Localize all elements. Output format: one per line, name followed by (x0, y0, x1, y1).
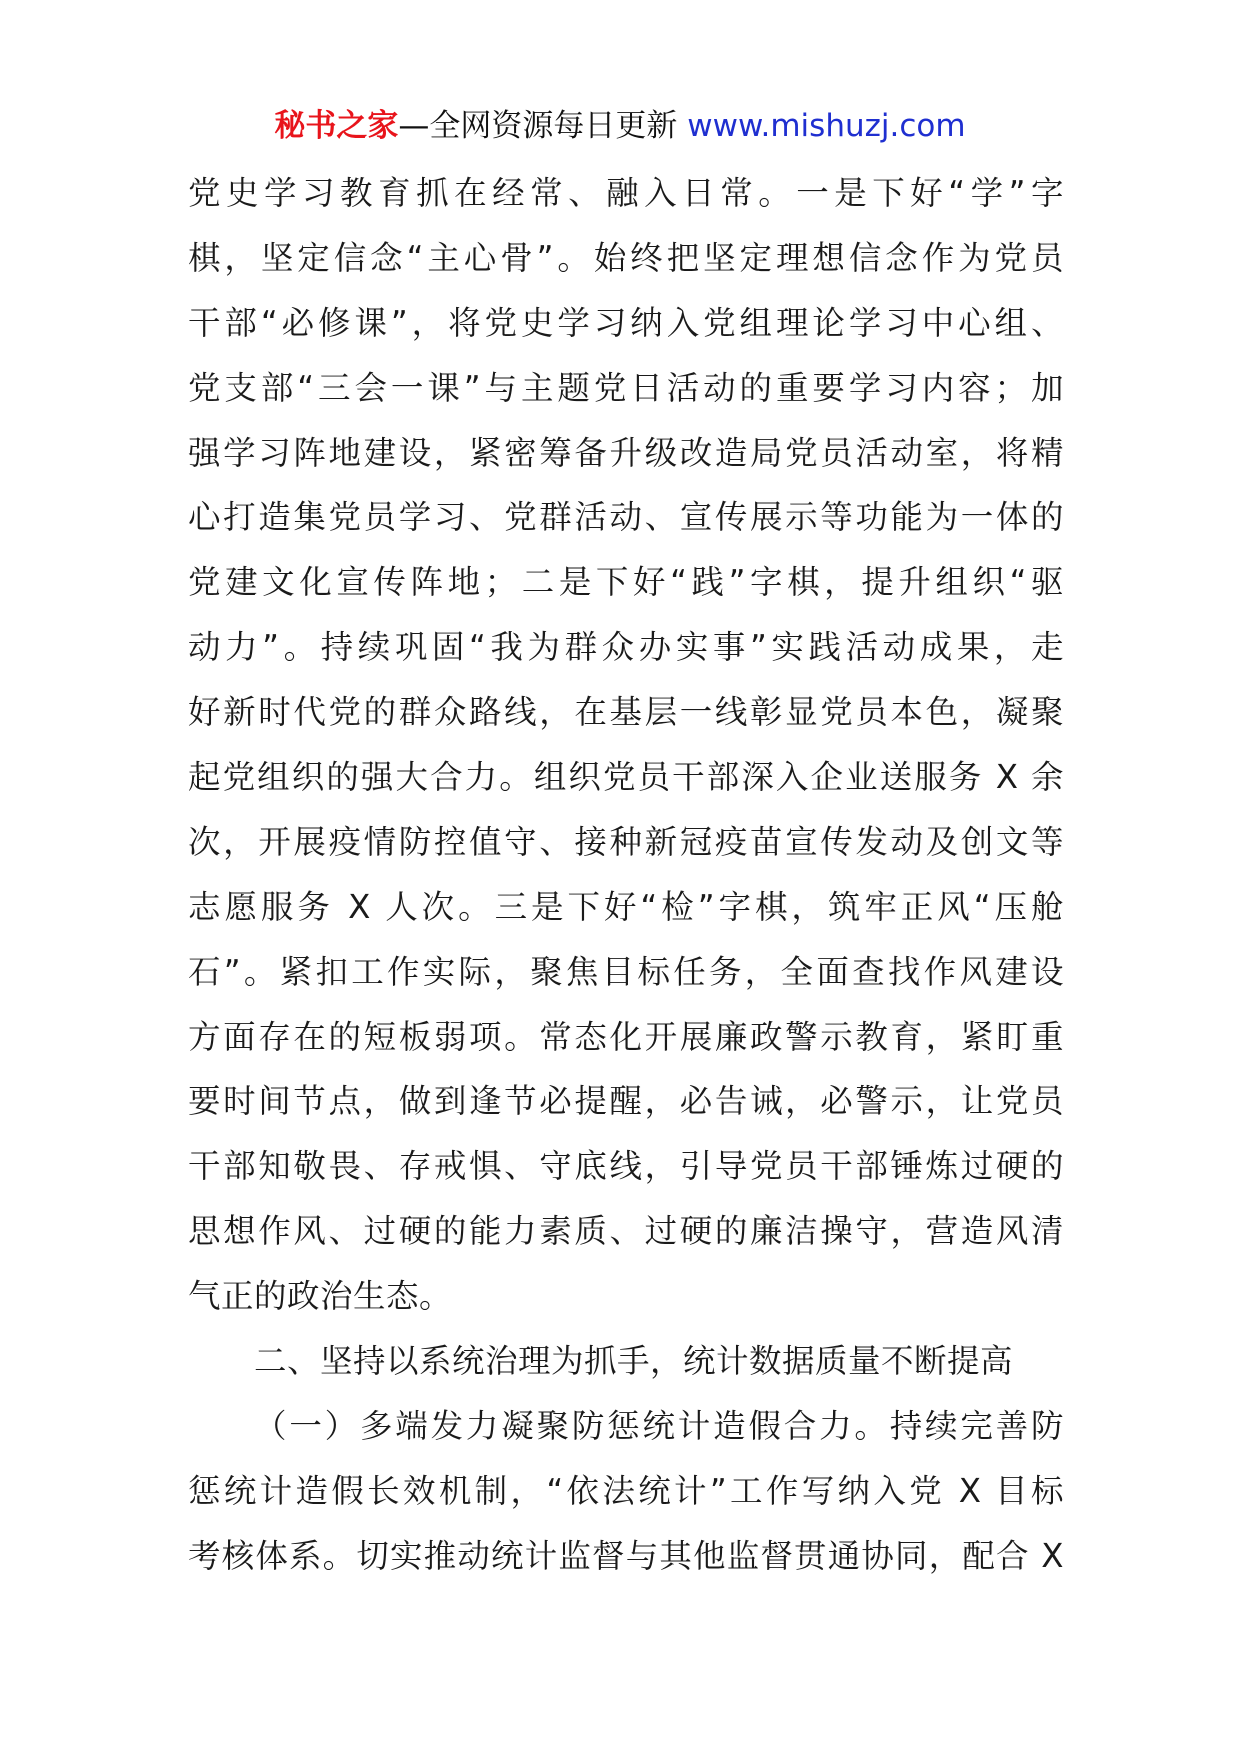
text-line: 党建文化宣传阵地；二是下好“践”字棋，提升组织“驱 (188, 563, 1064, 602)
header-brand: 秘书之家 (274, 108, 399, 144)
text-line: 思想作风、过硬的能力素质、过硬的廉洁操守，营造风清 (188, 1212, 1064, 1251)
text-line: 干部知敬畏、存戒惧、守底线，引导党员干部锤炼过硬的 (188, 1147, 1064, 1186)
text-line: 志愿服务 X 人次。三是下好“检”字棋，筑牢正风“压舱 (188, 887, 1064, 926)
text-line: 心打造集党员学习、党群活动、宣传展示等功能为一体的 (188, 498, 1064, 537)
text-line: 强学习阵地建设，紧密筹备升级改造局党员活动室，将精 (188, 433, 1064, 472)
text-line: 党支部“三会一课”与主题党日活动的重要学习内容；加 (188, 368, 1064, 407)
text-line: 起党组织的强大合力。组织党员干部深入企业送服务 X 余 (188, 758, 1064, 797)
text-line: 考核体系。切实推动统计监督与其他监督贯通协同，配合 X (188, 1536, 1064, 1575)
text-line: 要时间节点，做到逢节必提醒，必告诫，必警示，让党员 (188, 1082, 1064, 1121)
text-line: 动力”。持续巩固“我为群众办实事”实践活动成果，走 (188, 628, 1064, 667)
text-line: 惩统计造假长效机制，“依法统计”工作写纳入党 X 目标 (188, 1471, 1064, 1510)
text-line: 干部“必修课”，将党史学习纳入党组理论学习中心组、 (188, 303, 1064, 342)
text-line: 次，开展疫情防控值守、接种新冠疫苗宣传发动及创文等 (188, 822, 1064, 861)
text-line: 党史学习教育抓在经常、融入日常。一是下好“学”字 (188, 174, 1064, 212)
page-header (0, 104, 1240, 148)
text-line: 石”。紧扣工作实际，聚焦目标任务，全面查找作风建设 (188, 952, 1064, 991)
text-line: 好新时代党的群众路线，在基层一线彰显党员本色，凝聚 (188, 693, 1064, 732)
text-line: （一）多端发力凝聚防惩统计造假合力。持续完善防 (254, 1406, 1064, 1445)
section-heading: 二、坚持以系统治理为抓手，统计数据质量不断提高 (254, 1342, 1014, 1381)
text-line: 棋，坚定信念“主心骨”。始终把坚定理想信念作为党员 (188, 238, 1064, 277)
body-text (188, 161, 1064, 1589)
text-line: 方面存在的短板弱项。常态化开展廉政警示教育，紧盯重 (188, 1017, 1064, 1056)
header-slogan: —全网资源每日更新 (398, 108, 688, 144)
header-site-link[interactable]: www.mishuzj.com (687, 108, 966, 144)
text-line: 气正的政治生态。 (188, 1277, 453, 1316)
